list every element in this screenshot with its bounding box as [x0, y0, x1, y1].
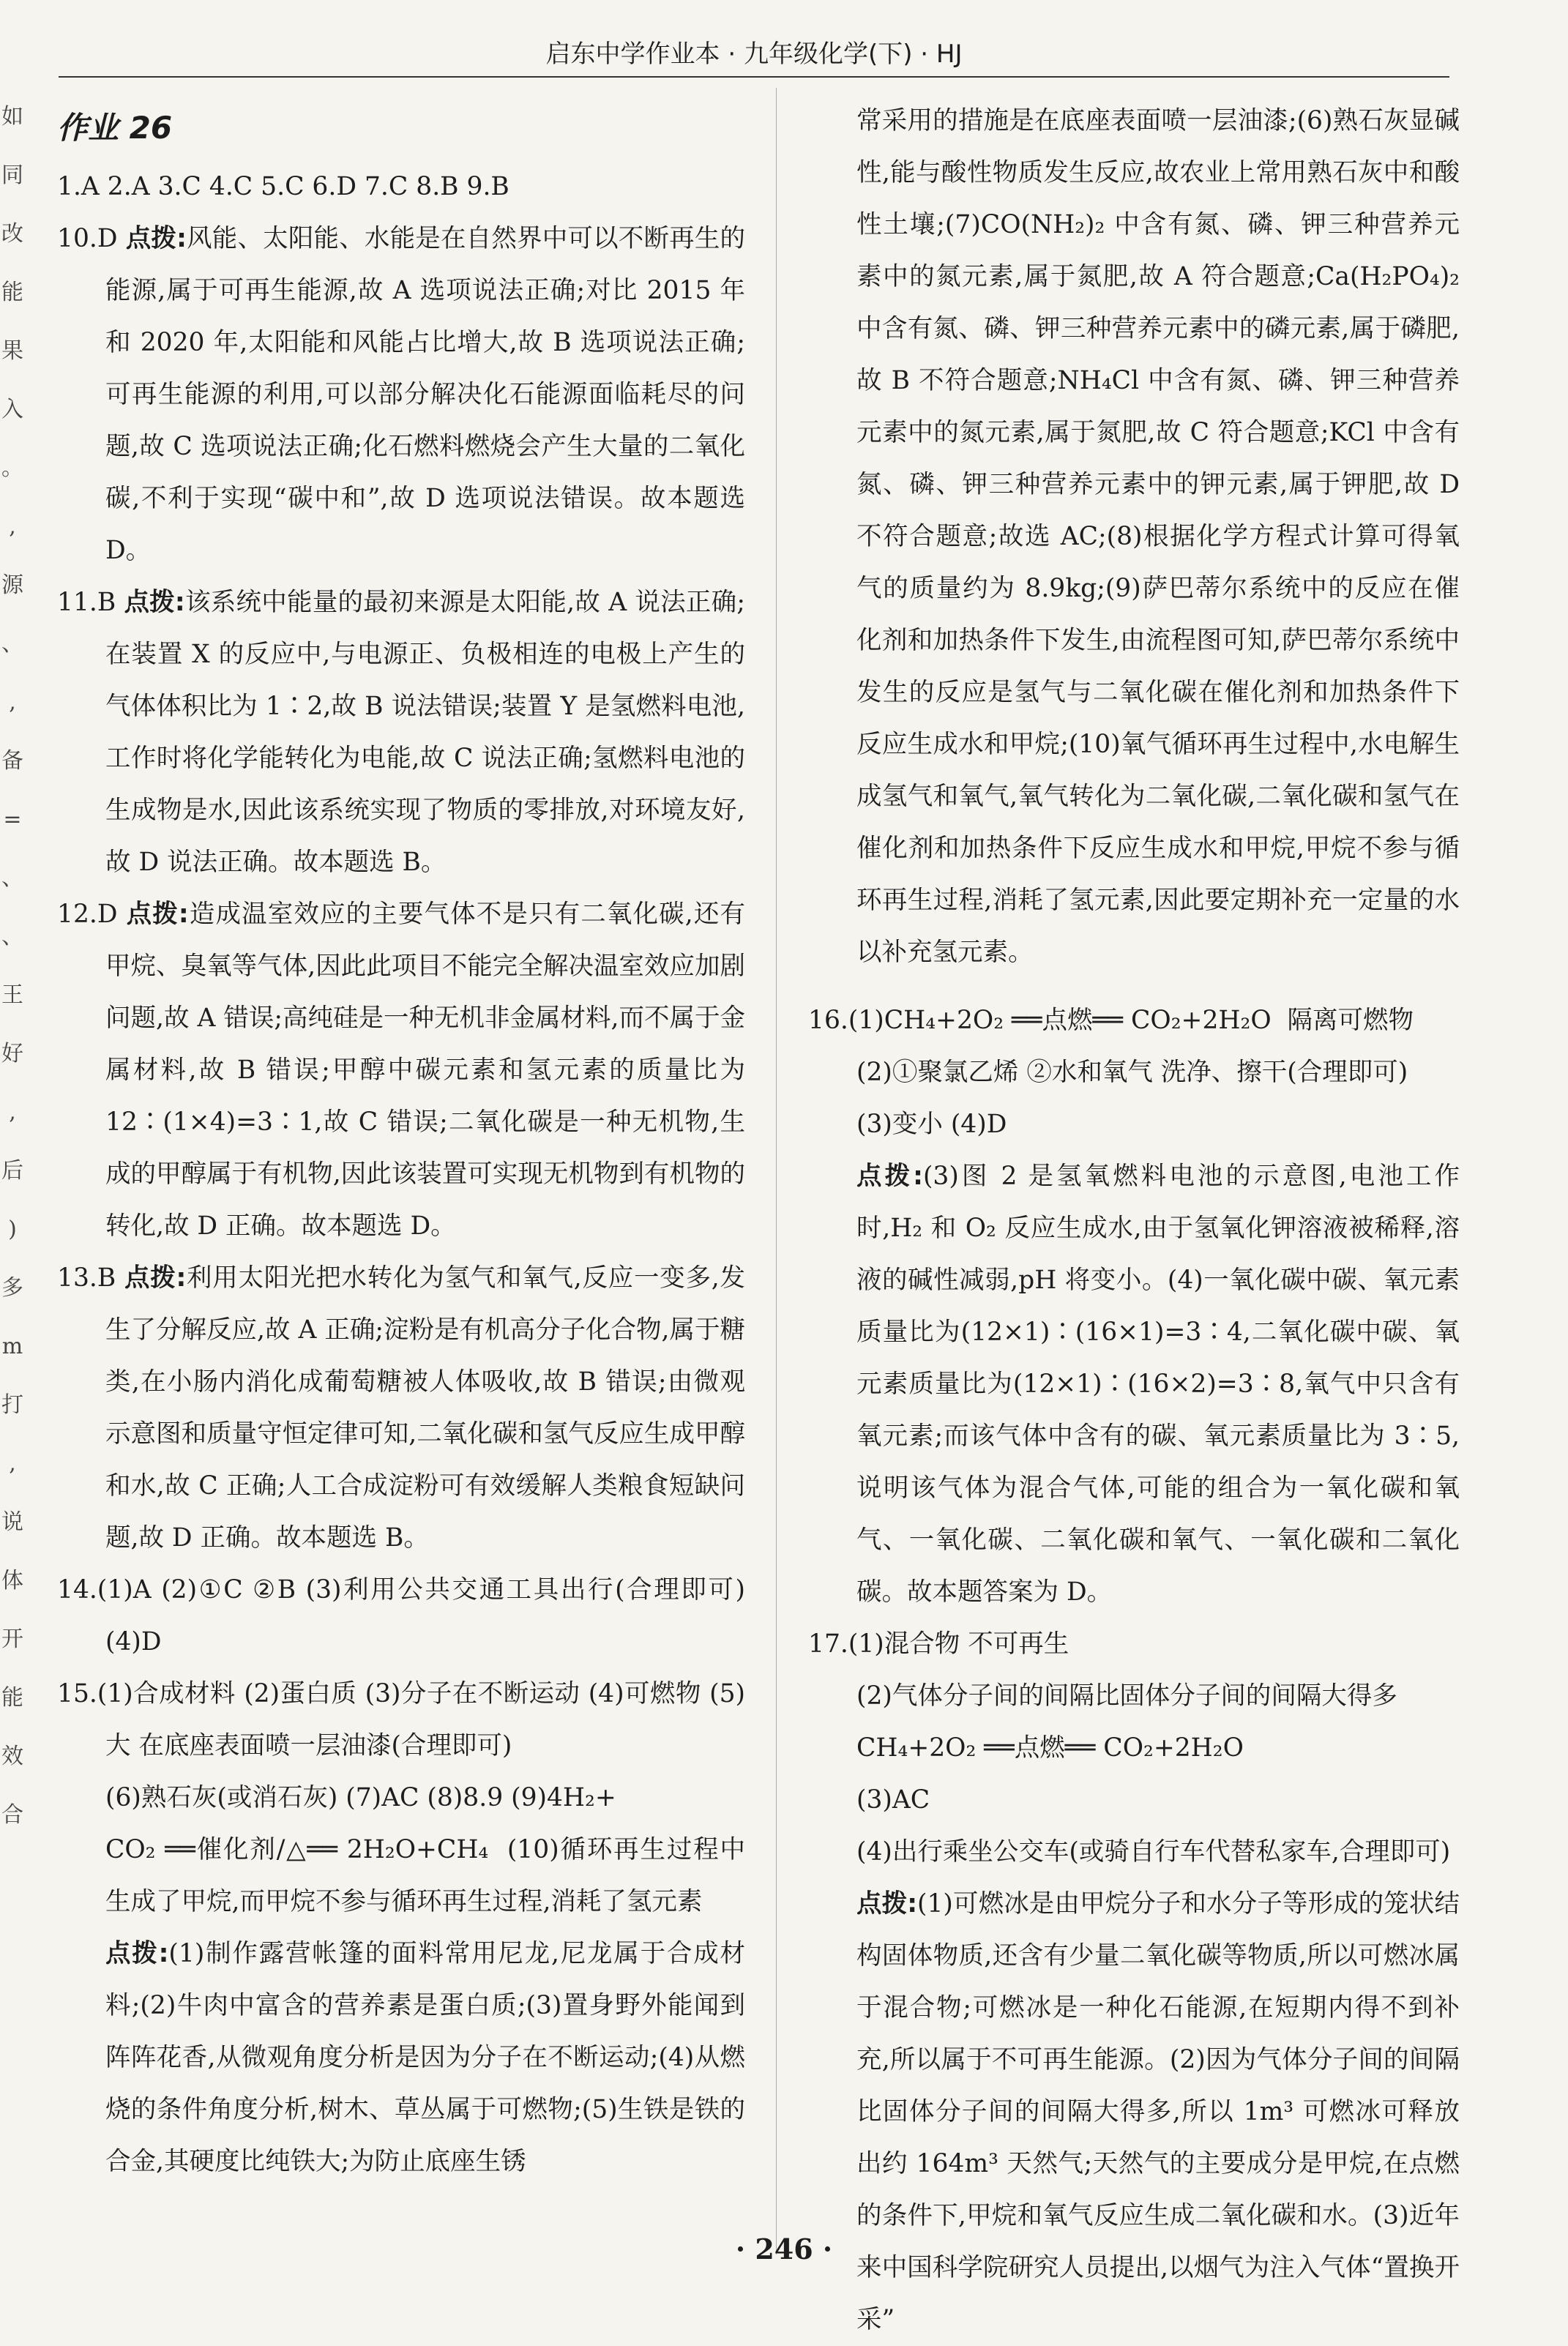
- tip-label: 点拨:: [856, 1889, 918, 1919]
- answer-17-3: (3)AC: [856, 1785, 930, 1815]
- answer-11: 11.B 点拨:该系统中能量的最初来源是太阳能,故 A 说法正确;在装置 X 的反应中,与电源正、负极相连的电极上产生的气体体积比为 1∶2,故 B 说法错误;装置 Y 是氢燃料电池,工作时将化学能转化为电能,故 C 说法正确;氢燃料电池的生成物是水,因此该系统实现了物质的零排放,对环境友好,故 D 说法正确。故本题选 B。: [57, 588, 746, 877]
- answer-10: 10.D 点拨:风能、太阳能、水能是在自然界中可以不断再生的能源,属于可再生能源,故 A 选项说法正确;对比 2015 年和 2020 年,太阳能和风能占比增大,故 B 选项说法正确;可再生能源的利用,可以部分解决化石能源面临耗尽的问题,故 C 选项说法正确;化石燃料燃烧会产生大量的二氧化碳,不利于实现“碳中和”,故 D 选项说法错误。故本题选 D。: [57, 224, 746, 565]
- answer-15-tip-cont: 常采用的措施是在底座表面喷一层油漆;(6)熟石灰显碱性,能与酸性物质发生反应,故农业上常用熟石灰中和酸性土壤;(7)CO(NH₂)₂ 中含有氮、磷、钾三种营养元素中的氮元素,属于氮肥,故 A 符合题意;Ca(H₂PO₄)₂ 中含有氮、磷、钾三种营养元素中的磷元素,属于磷肥,故 B 不符合题意;NH₄Cl 中含有氮、磷、钾三种营养元素中的氮元素,属于氮肥,故 C 符合题意;KCl 中含有氮、磷、钾三种营养元素中的钾元素,属于钾肥,故 D 不符合题意;故选 AC;(8)根据化学方程式计算可得氧气的质量约为 8.9kg;(9)萨巴蒂尔系统中的反应在催化剂和加热条件下发生,由流程图可知,萨巴蒂尔系统中发生的反应是氢气与二氧化碳在催化剂和加热条件下反应生成水和甲烷;(10)氧气循环再生过程中,水电解生成氢气和氧气,氧气转化为二氧化碳,二氧化碳和氢气在催化剂和加热条件下反应生成水和甲烷,甲烷不参与循环再生过程,消耗了氢元素,因此要定期补充一定量的水以补充氢元素。: [856, 106, 1460, 967]
- answer-17-equation: CH₄+2O₂ ══点燃══ CO₂+2H₂O: [856, 1733, 1244, 1763]
- answer-16-2: (2)①聚氯乙烯 ②水和氧气 洗净、擦干(合理即可): [856, 1058, 1408, 1087]
- answer-17: 17.(1)混合物 不可再生: [808, 1629, 1069, 1659]
- tip-label: 点拨:: [125, 224, 187, 253]
- column-divider: [776, 88, 777, 2255]
- answer-16-3: (3)变小 (4)D: [856, 1110, 1007, 1139]
- answer-17-4: (4)出行乘坐公交车(或骑自行车代替私家车,合理即可): [856, 1837, 1451, 1867]
- tip-label: 点拨:: [126, 900, 189, 929]
- answer-15: 15.(1)合成材料 (2)蛋白质 (3)分子在不断运动 (4)可燃物 (5)大 在底座表面喷一层油漆(合理即可): [57, 1679, 745, 1760]
- answer-15-cont: (6)熟石灰(或消石灰) (7)AC (8)8.9 (9)4H₂+: [105, 1783, 616, 1812]
- answer-15-tip: 点拨:(1)制作露营帐篷的面料常用尼龙,尼龙属于合成材料;(2)牛肉中富含的营养素是蛋白质;(3)置身野外能闻到阵阵花香,从微观角度分析是因为分子在不断运动;(4)从燃烧的条件角度分析,树木、草丛属于可燃物;(5)生铁是铁的合金,其硬度比纯铁大;为防止底座生锈: [105, 1939, 746, 2176]
- section-title: 作业 26: [57, 110, 173, 146]
- answer-1-9: 1.A 2.A 3.C 4.C 5.C 6.D 7.C 8.B 9.B: [57, 172, 509, 201]
- answer-16-tip: 点拨:(3)图 2 是氢氧燃料电池的示意图,电池工作时,H₂ 和 O₂ 反应生成水,由于氢氧化钾溶液被稀释,溶液的碱性减弱,pH 将变小。(4)一氧化碳中碳、氧元素质量比为(12×1)∶(16×1)=3∶4,二氧化碳中碳、氧元素质量比为(12×1)∶(16×2)=3∶8,氧气中只含有氧元素;而该气体中含有的碳、氧元素质量比为 3∶5,说明该气体为混合气体,可能的组合为一氧化碳和氧气、一氧化碳、二氧化碳和氧气、一氧化碳和二氧化碳。故本题答案为 D。: [856, 1162, 1460, 1607]
- tip-label: 点拨:: [105, 1939, 169, 1968]
- answer-17-2: (2)气体分子间的间隔比固体分子间的间隔大得多: [856, 1681, 1397, 1711]
- answer-14: 14.(1)A (2)①C ②B (3)利用公共交通工具出行(合理即可) (4)D: [57, 1575, 745, 1656]
- answer-17-tip: 点拨:(1)可燃冰是由甲烷分子和水分子等形成的笼状结构固体物质,还含有少量二氧化碳等物质,所以可燃冰属于混合物;可燃冰是一种化石能源,在短期内得不到补充,所以属于不可再生能源。(2)因为气体分子间的间隔比固体分子间的间隔大得多,所以 1m³ 可燃冰可释放出约 164m³ 天然气;天然气的主要成分是甲烷,在点燃的条件下,甲烷和氧气反应生成二氧化碳和水。(3)近年来中国科学院研究人员提出,以烟气为注入气体“置换开采”: [856, 1889, 1460, 2334]
- binding-edge-text: 如 同 改 能 果 入 。 , 源 、 , 备 = 、 、 王 好 , 后 ) 多 m 打 , 说 体 开 能 效 合: [1, 104, 23, 1828]
- header-rule: [59, 76, 1449, 78]
- answer-16: 16.(1)CH₄+2O₂ ══点燃══ CO₂+2H₂O 隔离可燃物: [808, 1006, 1414, 1035]
- answer-15-equation: CO₂ ══催化剂/△══ 2H₂O+CH₄ (10)循环再生过程中生成了甲烷,而甲烷不参与循环再生过程,消耗了氢元素: [105, 1835, 745, 1916]
- right-column: [808, 95, 1460, 2346]
- answer-12: 12.D 点拨:造成温室效应的主要气体不是只有二氧化碳,还有甲烷、臭氧等气体,因此此项目不能完全解决温室效应加剧问题,故 A 错误;高纯硅是一种无机非金属材料,而不属于金属材料,故 B 错误;甲醇中碳元素和氢元素的质量比为 12∶(1×4)=3∶1,故 C 错误;二氧化碳是一种无机物,生成的甲醇属于有机物,因此该装置可实现无机物到有机物的转化,故 D 正确。故本题选 D。: [57, 900, 745, 1241]
- tip-label: 点拨:: [856, 1162, 923, 1191]
- page-number: · 246 ·: [735, 2233, 833, 2265]
- tip-label: 点拨:: [124, 588, 185, 617]
- page-header: 启东中学作业本 · 九年级化学(下) · HJ: [545, 40, 963, 69]
- answer-13: 13.B 点拨:利用太阳光把水转化为氢气和氧气,反应一变多,发生了分解反应,故 A 正确;淀粉是有机高分子化合物,属于糖类,在小肠内消化成葡萄糖被人体吸收,故 B 错误;由微观示意图和质量守恒定律可知,二氧化碳和氢气反应生成甲醇和水,故 C 正确;人工合成淀粉可有效缓解人类粮食短缺问题,故 D 正确。故本题选 B。: [57, 1263, 746, 1553]
- tip-label: 点拨:: [124, 1263, 187, 1293]
- left-column: [57, 95, 745, 2188]
